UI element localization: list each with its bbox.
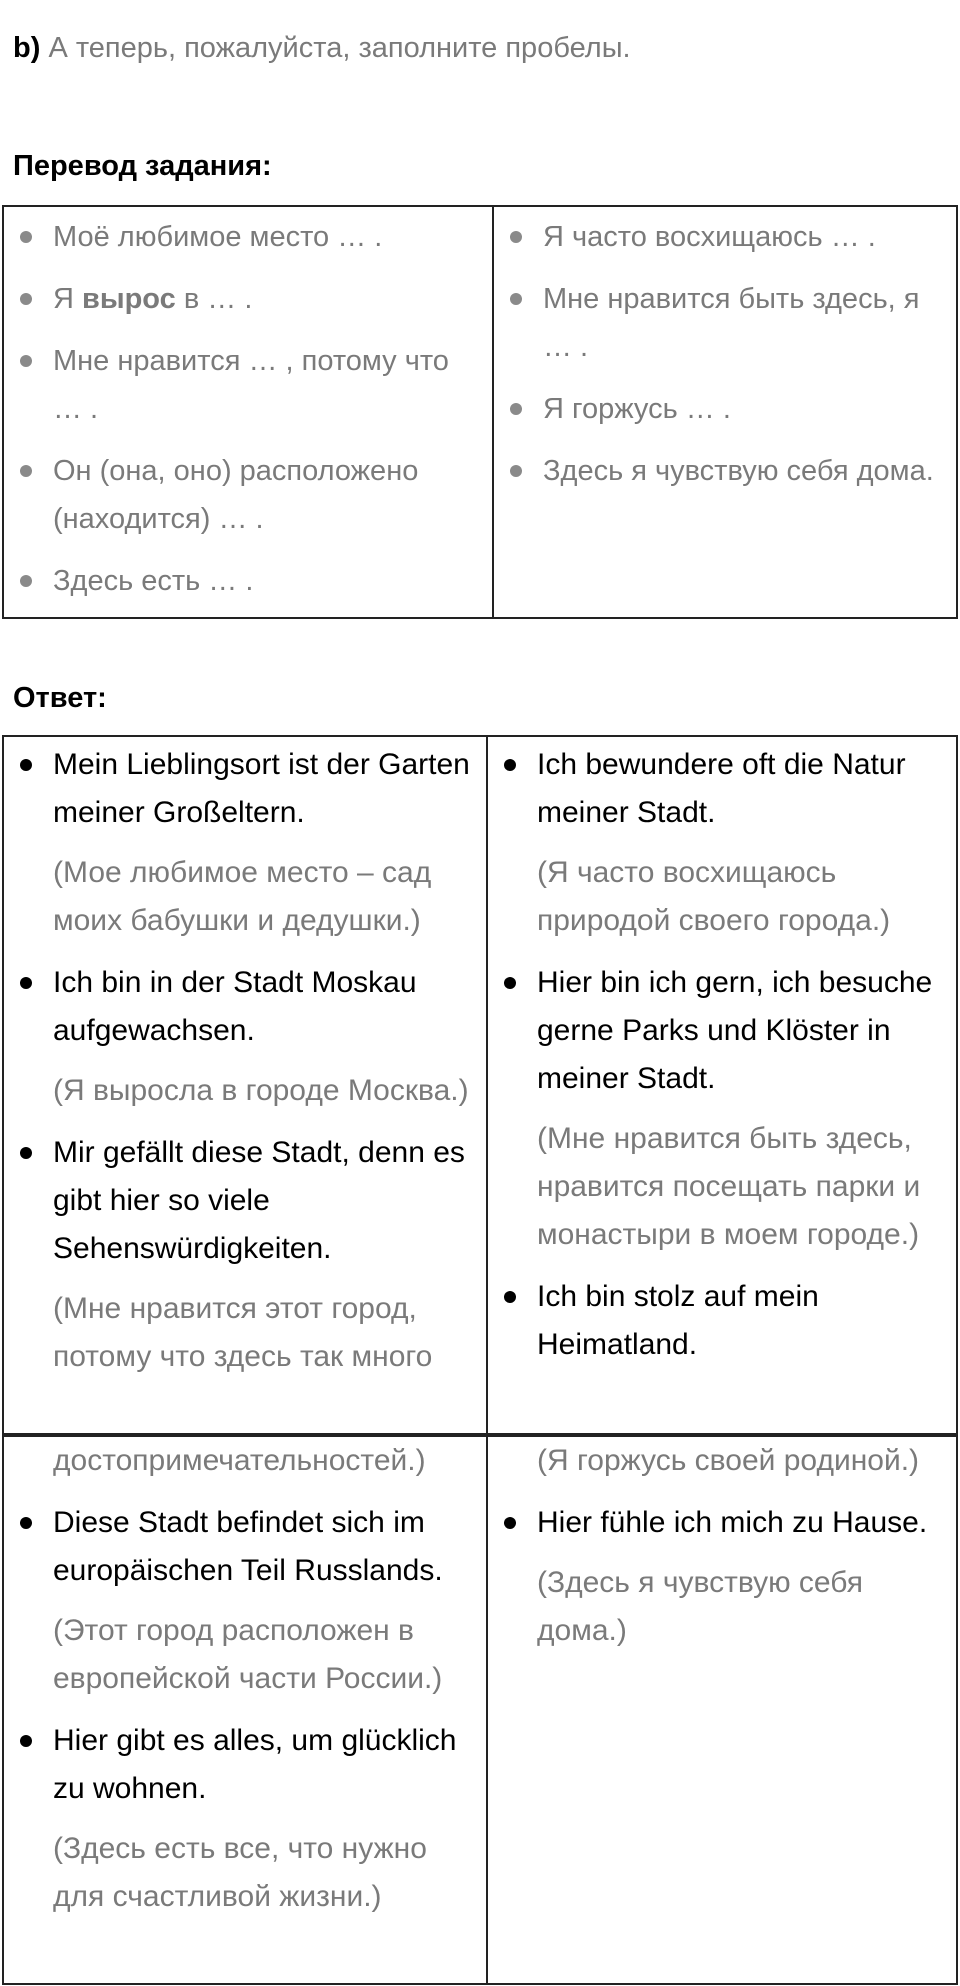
list-item [6, 1499, 482, 1703]
bullet-icon [504, 759, 516, 771]
answer-table-part-2 [2, 1435, 958, 1985]
task-line [13, 28, 631, 68]
russian-translation: (Мне нравится быть здесь, нравится посещать парки и монастыри в моем городе.) [537, 1122, 921, 1251]
answer-left-cell-continued [3, 1436, 487, 1984]
translation-left-cell [3, 206, 493, 618]
list-item: Он (она, оно) расположено (находится) … . [6, 447, 482, 543]
german-sentence: Mir gefällt diese Stadt, denn es gibt hier so viele Sehenswürdigkeiten. [53, 1136, 465, 1265]
list-item: Мне нравится быть здесь, я … . [496, 275, 946, 371]
russian-translation: (Здесь я чувствую себя дома.) [537, 1566, 864, 1647]
german-sentence: Ich bewundere oft die Natur meiner Stadt. [537, 748, 906, 829]
bullet-icon [20, 977, 32, 989]
german-sentence: Ich bin in der Stadt Moskau aufgewachsen. [53, 966, 417, 1047]
russian-translation: (Здесь есть все, что нужно для счастливой жизни.) [53, 1832, 427, 1913]
bullet-icon [510, 465, 522, 477]
bullet-icon [510, 231, 522, 243]
list-item [490, 741, 952, 945]
list-item [490, 1499, 952, 1655]
bullet-icon [510, 293, 522, 305]
bullet-icon [504, 1291, 516, 1303]
answer-heading: Ответ: [13, 682, 107, 714]
list-item: Моё любимое место … . [6, 213, 482, 261]
answer-table-part-1 [2, 735, 958, 1435]
answer-right-cell [487, 736, 957, 1434]
bullet-icon [20, 1735, 32, 1747]
russian-translation: (Я горжусь своей родиной.) [537, 1444, 920, 1477]
answer-left-cell [3, 736, 487, 1434]
list-item [6, 1717, 482, 1921]
russian-translation: достопримечательностей.) [53, 1444, 426, 1477]
bullet-icon [504, 1517, 516, 1529]
list-item: Здесь я чувствую себя дома. [496, 447, 946, 495]
answer-left-list [6, 741, 482, 1381]
german-sentence: Hier fühle ich mich zu Hause. [537, 1506, 928, 1539]
bullet-icon [20, 293, 32, 305]
bullet-icon [20, 355, 32, 367]
list-item: Мне нравится … , потому что … . [6, 337, 482, 433]
task-instruction: А теперь, пожалуйста, заполните пробелы. [48, 32, 631, 64]
task-letter: b) [13, 32, 41, 64]
list-item [6, 741, 482, 945]
bullet-icon [20, 465, 32, 477]
german-sentence: Hier bin ich gern, ich besuche gerne Parks und Klöster in meiner Stadt. [537, 966, 933, 1095]
answer-right-list [490, 741, 952, 1369]
list-item: Здесь есть … . [6, 557, 482, 605]
bullet-icon [20, 1147, 32, 1159]
list-item: Я вырос в … . [6, 275, 482, 323]
translation-right-list [496, 213, 946, 495]
translation-table [2, 205, 958, 619]
list-item: Я горжусь … . [496, 385, 946, 433]
answer-right-cell-continued [487, 1436, 957, 1984]
russian-translation: (Этот город расположен в европейской части России.) [53, 1614, 443, 1695]
answer-right-list-continued [490, 1499, 952, 1655]
list-item [6, 959, 482, 1115]
german-sentence: Diese Stadt befindet sich im europäischen Teil Russlands. [53, 1506, 443, 1587]
list-item [490, 1273, 952, 1369]
russian-translation: (Я выросла в городе Москва.) [53, 1074, 469, 1107]
german-sentence: Mein Lieblingsort ist der Garten meiner Großeltern. [53, 748, 470, 829]
russian-translation: (Мне нравится этот город, потому что здесь так много [53, 1292, 433, 1373]
german-sentence: Hier gibt es alles, um glücklich zu wohnen. [53, 1724, 457, 1805]
russian-translation: (Мое любимое место – сад моих бабушки и дедушки.) [53, 856, 432, 937]
list-item [490, 959, 952, 1259]
bullet-icon [20, 575, 32, 587]
translation-heading: Перевод задания: [13, 150, 272, 182]
answer-left-list-continued [6, 1499, 482, 1921]
german-sentence: Ich bin stolz auf mein Heimatland. [537, 1280, 819, 1361]
list-item: Я часто восхищаюсь … . [496, 213, 946, 261]
bullet-icon [20, 759, 32, 771]
bullet-icon [20, 1517, 32, 1529]
translation-left-list [6, 213, 482, 605]
bullet-icon [20, 231, 32, 243]
translation-right-cell [493, 206, 957, 618]
russian-translation: (Я часто восхищаюсь природой своего города.) [537, 856, 891, 937]
bullet-icon [504, 977, 516, 989]
bullet-icon [510, 403, 522, 415]
list-item [6, 1129, 482, 1381]
